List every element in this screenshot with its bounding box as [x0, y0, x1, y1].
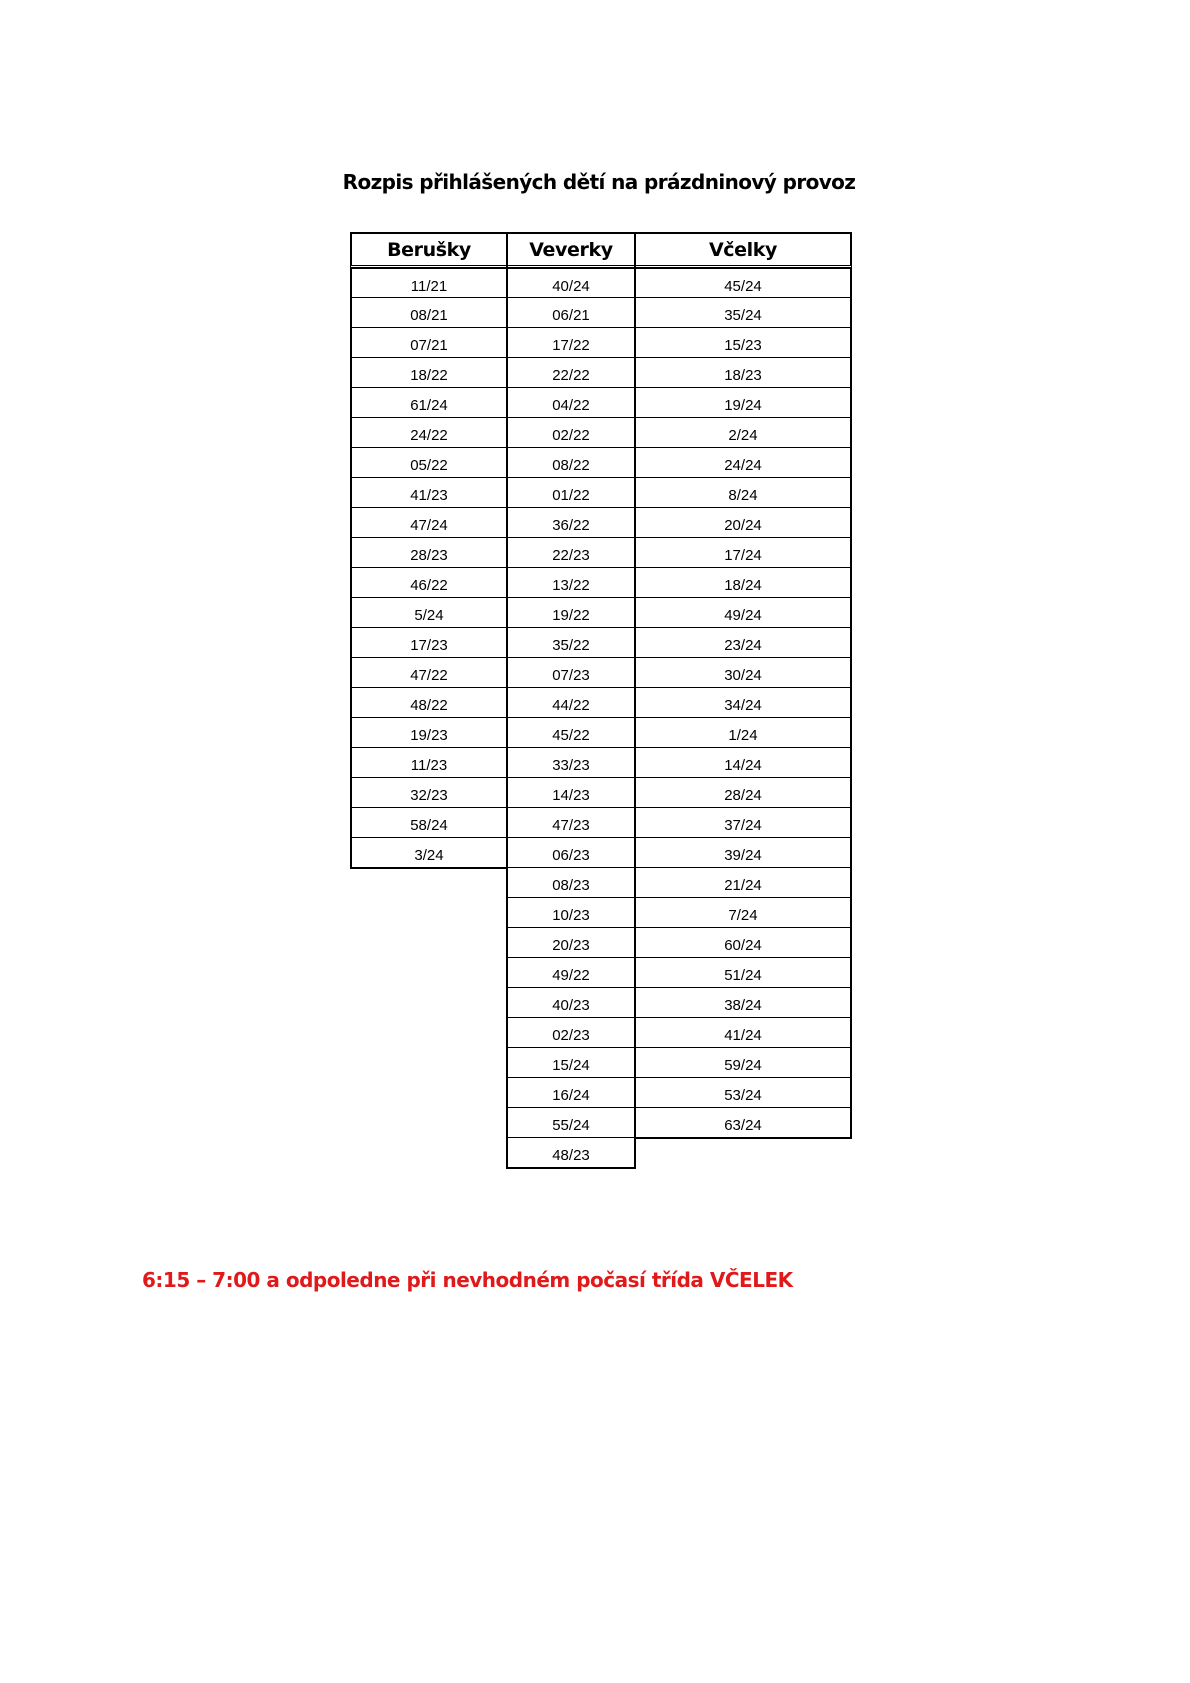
- table-cell: 17/23: [352, 627, 506, 657]
- table-cell: 08/21: [352, 297, 506, 327]
- table-cell: 33/23: [508, 747, 634, 777]
- table-cell: 07/23: [508, 657, 634, 687]
- table-cell: 40/24: [508, 267, 634, 297]
- table-cell: 44/22: [508, 687, 634, 717]
- table-cell: 06/21: [508, 297, 634, 327]
- table-cell: 24/22: [352, 417, 506, 447]
- table-cell: 28/23: [352, 537, 506, 567]
- column-cells: [506, 267, 636, 1169]
- table-cell: 30/24: [636, 657, 850, 687]
- table-cell: 8/24: [636, 477, 850, 507]
- table-cell: 08/23: [508, 867, 634, 897]
- table-cell: 47/23: [508, 807, 634, 837]
- table-cell: 17/24: [636, 537, 850, 567]
- table-cell: 35/24: [636, 297, 850, 327]
- table-cell: 1/24: [636, 717, 850, 747]
- table-cell: 18/22: [352, 357, 506, 387]
- table-cell: 45/22: [508, 717, 634, 747]
- table-cell: 48/22: [352, 687, 506, 717]
- table-cell: 40/23: [508, 987, 634, 1017]
- table-cell: 3/24: [352, 837, 506, 867]
- column-header: [634, 232, 852, 268]
- table-cell: 22/22: [508, 357, 634, 387]
- table-cell: 48/23: [508, 1137, 634, 1167]
- table-cell: 47/24: [352, 507, 506, 537]
- table-cell: 13/22: [508, 567, 634, 597]
- table-cell: 15/23: [636, 327, 850, 357]
- table-cell: 58/24: [352, 807, 506, 837]
- table-cell: 02/23: [508, 1017, 634, 1047]
- table-cell: 01/22: [508, 477, 634, 507]
- column-header-label: Berušky: [387, 239, 471, 261]
- table-cell: 11/23: [352, 747, 506, 777]
- table-cell: 36/22: [508, 507, 634, 537]
- table-cell: 20/24: [636, 507, 850, 537]
- table-cell: 19/23: [352, 717, 506, 747]
- table-cell: 05/22: [352, 447, 506, 477]
- table-cell: 20/23: [508, 927, 634, 957]
- table-cell: 47/22: [352, 657, 506, 687]
- table-cell: 14/24: [636, 747, 850, 777]
- table-cell: 38/24: [636, 987, 850, 1017]
- table-cell: 51/24: [636, 957, 850, 987]
- table-cell: 46/22: [352, 567, 506, 597]
- table-cell: 07/21: [352, 327, 506, 357]
- table-cell: 60/24: [636, 927, 850, 957]
- table-cell: 18/24: [636, 567, 850, 597]
- table-cell: 18/23: [636, 357, 850, 387]
- table-cell: 19/22: [508, 597, 634, 627]
- table-cell: 32/23: [352, 777, 506, 807]
- table-cell: 22/23: [508, 537, 634, 567]
- table-cell: 16/24: [508, 1077, 634, 1107]
- column-header-label: Včelky: [709, 239, 777, 261]
- table-cell: 17/22: [508, 327, 634, 357]
- schedule-note: 6:15 – 7:00 a odpoledne při nevhodném počasí třída VČELEK: [142, 1268, 793, 1292]
- table-cell: 49/24: [636, 597, 850, 627]
- table-cell: 15/24: [508, 1047, 634, 1077]
- table-cell: 35/22: [508, 627, 634, 657]
- page-title: Rozpis přihlášených dětí na prázdninový provoz: [342, 170, 856, 194]
- table-cell: 10/23: [508, 897, 634, 927]
- column-header: [506, 232, 636, 268]
- table-cell: 14/23: [508, 777, 634, 807]
- table-cell: 41/24: [636, 1017, 850, 1047]
- table-cell: 19/24: [636, 387, 850, 417]
- table-cell: 04/22: [508, 387, 634, 417]
- table-cell: 11/21: [352, 267, 506, 297]
- table-cell: 21/24: [636, 867, 850, 897]
- table-cell: 7/24: [636, 897, 850, 927]
- column-header: [350, 232, 508, 268]
- table-cell: 28/24: [636, 777, 850, 807]
- table-cell: 59/24: [636, 1047, 850, 1077]
- column-cells: [634, 267, 852, 1139]
- table-cell: 23/24: [636, 627, 850, 657]
- table-cell: 24/24: [636, 447, 850, 477]
- table-cell: 39/24: [636, 837, 850, 867]
- table-cell: 08/22: [508, 447, 634, 477]
- table-cell: 34/24: [636, 687, 850, 717]
- column-header-label: Veverky: [529, 239, 613, 261]
- table-cell: 41/23: [352, 477, 506, 507]
- table-cell: 63/24: [636, 1107, 850, 1137]
- table-cell: 45/24: [636, 267, 850, 297]
- table-cell: 37/24: [636, 807, 850, 837]
- table-cell: 55/24: [508, 1107, 634, 1137]
- table-cell: 49/22: [508, 957, 634, 987]
- table-cell: 5/24: [352, 597, 506, 627]
- table-cell: 06/23: [508, 837, 634, 867]
- table-cell: 02/22: [508, 417, 634, 447]
- table-cell: 61/24: [352, 387, 506, 417]
- column-cells: [350, 267, 508, 869]
- table-cell: 2/24: [636, 417, 850, 447]
- table-cell: 53/24: [636, 1077, 850, 1107]
